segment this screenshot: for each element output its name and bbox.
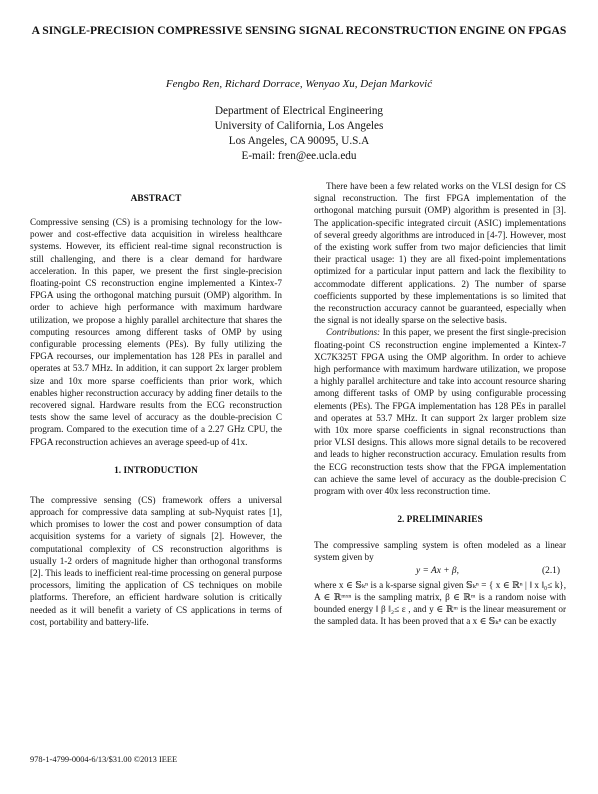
related-work-paragraph: There have been a few related works on the VLSI design for CS signal reconstruction. The first FPGA implementation of the orthogonal matching pursuit (OMP) algorithm is presented in [3]. The application-specific integrated circuit (ASIC) implementations of several greedy algorithms are introduced in [4-7]. However, most of the existing work suffer from two major deficiencies that limit their practical usage: 1) they are all fixed-point implementations optimized for a particular input pattern and lack the flexibility to accommodate different applications. 2) The number of sparse coefficients supported by these implementations is so limited that the reconstruction accuracy cannot be guaranteed, especially when the signal is not ideally sparse on the selective basis.: [314, 181, 566, 326]
sparse-signal-definition: where x ∈ 𝕊ₖⁿ is a k-sparse signal given 𝕊ₖⁿ = { x ∈ ℝⁿ | ‖ x ‖₀≤ k}, A ∈ ℝᵐˣⁿ is the sampling matrix, β ∈ ℝᵐ is a random noise with bounded energy ‖ β ‖₂≤ ε , and y ∈ ℝᵐ is the linear measurement or the sampled data. It has been proved that a x ∈ 𝕊ₖⁿ can be exactly: [314, 579, 566, 627]
contributions-label: Contributions:: [326, 327, 381, 338]
introduction-heading: 1. INTRODUCTION: [114, 465, 198, 476]
abstract-heading: ABSTRACT: [130, 194, 182, 204]
affiliation-email: E-mail: fren@ee.ucla.edu: [241, 150, 357, 162]
abstract-text: Compressive sensing (CS) is a promising technology for the low-power and cost-effective data acquisition in wireless healthcare systems. However, its efficient real-time signal reconstruction is still challenging, and there is a clear demand for hardware acceleration. In this paper, we present the first single-precision floating-point CS reconstruction engine implemented a Kintex-7 FPGA using the orthogonal matching pursuit (OMP) algorithm. In order to achieve high performance with maximum hardware utilization, we propose a highly parallel architecture that shares the computing resources among different tasks of OMP by using configurable processing elements (PEs). By fully utilizing the FPGA recourses, our implementation has 128 PEs in parallel and operates at 53.7 MHz. In addition, it can support 2x larger problem size and 10x more sparse coefficients than prior work, which enables higher reconstruction accuracy by adding finer details to the recovered signal. Hardware results from the ECG reconstruction tests show the same level of accuracy as the double-precision C program. Compared to the execution time of a 2.27 GHz CPU, the FPGA reconstruction achieves an average speed-up of 41x.: [30, 217, 282, 447]
equation-number: (2.1): [542, 565, 560, 576]
affiliation-block: [20, 104, 578, 164]
preliminaries-heading: 2. PRELIMINARIES: [397, 515, 483, 526]
author-list: Fengbo Ren, Richard Dorrace, Wenyao Xu, Dejan Marković: [165, 78, 433, 90]
right-column: [314, 180, 566, 628]
affiliation-university: University of California, Los Angeles: [214, 120, 384, 132]
contributions-paragraph: [314, 326, 566, 497]
copyright-footer: 978-1-4799-0004-6/13/$31.00 ©2013 IEEE: [30, 755, 178, 764]
preliminaries-text: The compressive sampling system is often modeled as a linear system given by: [314, 540, 566, 563]
equation-formula: y = Ax + β,: [416, 565, 459, 576]
left-column: [30, 180, 282, 628]
affiliation-city: Los Angeles, CA 90095, U.S.A: [228, 135, 370, 147]
equation-2-1: [314, 565, 566, 578]
introduction-text: The compressive sensing (CS) framework offers a universal approach for compressive data sampling at sub-Nyquist rates [1], which promises to lower the cost and power consumption of data acquisition systems for a variety of signals [2]. However, the computational complexity of CS reconstruction algorithms is usually 1-2 orders of magnitude higher than orthogonal transforms [2]. This leads to inefficient real-time processing on general purpose processors, limiting the application of CS techniques on mobile platforms. Therefore, an efficient hardware solution is critically needed as it will benefit a variety of CS applications in terms of cost, portability and battery-life.: [30, 494, 282, 627]
paper-title: A SINGLE-PRECISION COMPRESSIVE SENSING SIGNAL RECONSTRUCTION ENGINE ON FPGAS: [31, 24, 567, 37]
contributions-text: In this paper, we present the first single-precision floating-point CS reconstruction engine implemented a Kintex-7 XC7K325T FPGA using the OMP algorithm. In order to achieve high performance with maximum hardware utilization, we propose a highly parallel architecture and take into account resource sharing among different tasks of OMP by using configurable processing elements (PEs). The FPGA implementation has 128 PEs in parallel and operates at 53.7 MHz. It can support 2x larger problem size with 10x more sparse coefficients in signal reconstructions than prior VLSI designs. This allows more signal details to be recovered and leads to higher reconstruction accuracy. Emulation results from the ECG reconstruction tests show that the FPGA implementation can achieve the same level of accuracy as the double-precision C program with over 40x less reconstruction time.: [314, 327, 566, 497]
affiliation-department: Department of Electrical Engineering: [214, 105, 384, 117]
